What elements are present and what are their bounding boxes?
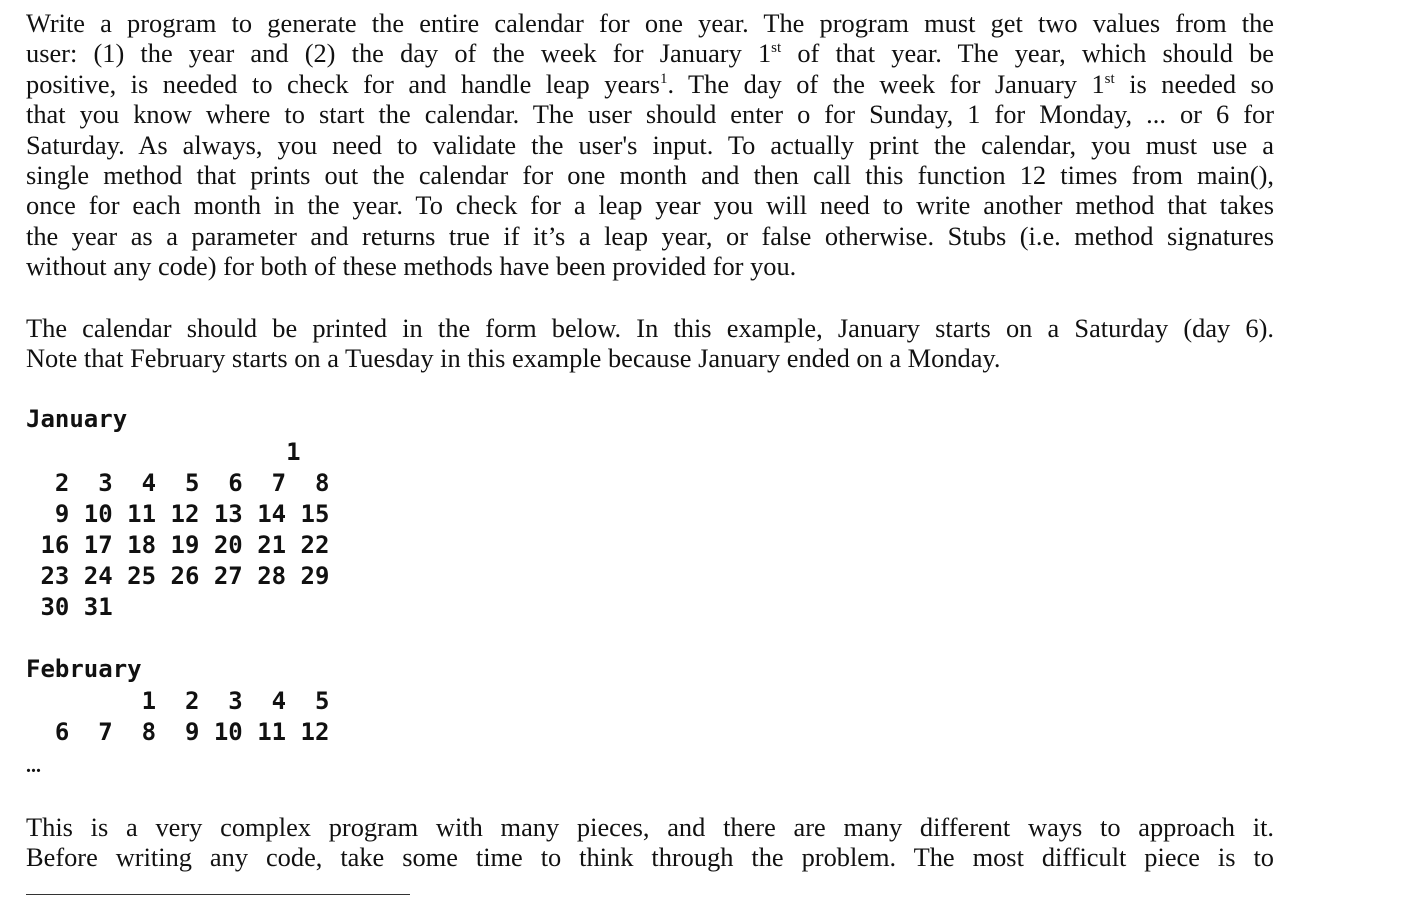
example-intro-paragraph: [26, 313, 1274, 374]
intro-line-4: that you know where to start the calendar. The user should enter o for Sunday, 1 for Monday, ... or 6 for: [26, 99, 1274, 130]
january-title: January: [26, 405, 128, 433]
intro-line-2-head: user: (1) the year and (2) the day of the week for January 1: [26, 38, 772, 69]
january-row: 1: [26, 438, 301, 466]
intro-line-1: Write a program to generate the entire calendar for one year. The program must get two values from the: [26, 8, 1274, 38]
january-row: 2 3 4 5 6 7 8: [26, 469, 330, 497]
intro-line-5: Saturday. As always, you need to validate the user's input. To actually print the calendar, you must use a: [26, 129, 1274, 160]
intro-line-3-tail: is needed so: [1114, 68, 1274, 99]
january-row: 23 24 25 26 27 28 29: [26, 562, 330, 590]
closing-line-1: This is a very complex program with many pieces, and there are many different ways to approach it.: [26, 812, 1274, 842]
february-row: 1 2 3 4 5: [26, 687, 330, 715]
ordinal-suffix-2: st: [1104, 70, 1115, 87]
february-title: February: [26, 655, 142, 683]
intro-paragraph: [26, 8, 1274, 282]
intro-line-2: [26, 38, 1274, 68]
intro-line-6: single method that prints out the calendar for one month and then call this function 12 times from main(),: [26, 160, 1274, 191]
closing-line-2: Before writing any code, take some time to think through the problem. The most difficult piece is to: [26, 842, 1274, 873]
intro-line-3: [26, 69, 1274, 99]
february-row: 6 7 8 9 10 11 12: [26, 718, 330, 746]
example-intro-line-1: The calendar should be printed in the form below. In this example, January starts on a Saturday (day 6).: [26, 313, 1274, 343]
january-row: 9 10 11 12 13 14 15: [26, 500, 330, 528]
intro-line-7: once for each month in the year. To check for a leap year you will need to write another method that takes: [26, 190, 1274, 221]
february-grid: [26, 686, 329, 748]
closing-paragraph: [26, 812, 1274, 873]
intro-line-2-tail: of that year. The year, which should be: [781, 38, 1274, 69]
intro-line-3-head: positive, is needed to check for and handle leap years: [26, 68, 660, 99]
ordinal-suffix: st: [771, 40, 782, 57]
january-grid: [26, 437, 329, 623]
footnote-divider: [26, 894, 410, 895]
footnote-marker: 1: [659, 70, 668, 87]
example-intro-line-2: Note that February starts on a Tuesday in this example because January ended on a Monday.: [26, 343, 1001, 374]
intro-line-3-mid: . The day of the week for January 1: [667, 68, 1105, 99]
january-row: 16 17 18 19 20 21 22: [26, 531, 330, 559]
calendar-ellipsis: ...: [26, 755, 41, 777]
intro-line-8: the year as a parameter and returns true if it’s a leap year, or false otherwise. Stubs (i.e. method signatures: [26, 220, 1274, 251]
january-row: 30 31: [26, 593, 113, 621]
intro-line-9: without any code) for both of these methods have been provided for you.: [26, 251, 797, 282]
